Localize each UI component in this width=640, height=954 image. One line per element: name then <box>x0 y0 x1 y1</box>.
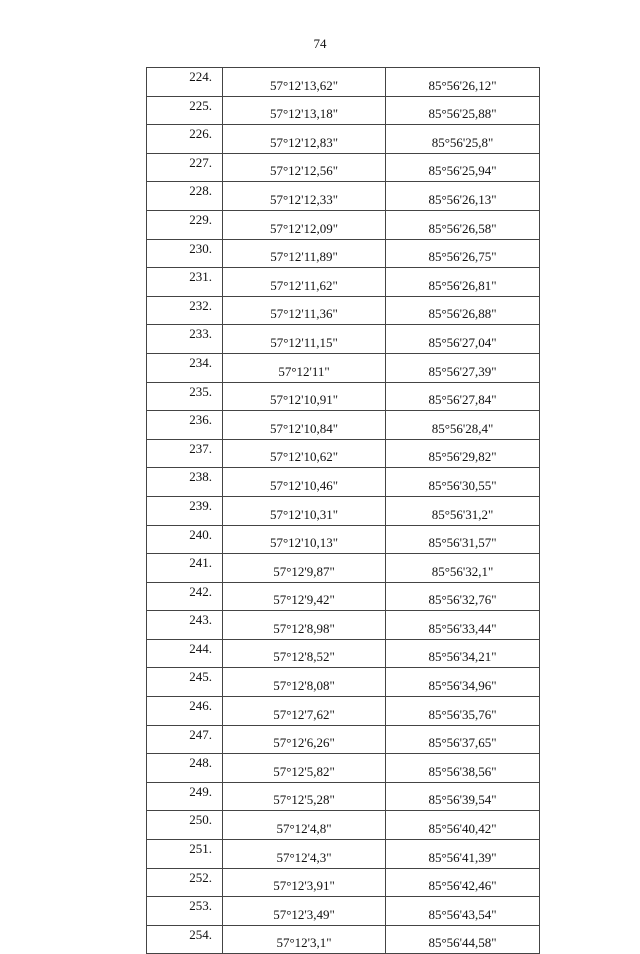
table-row <box>147 210 540 239</box>
point-number-cell: 230. <box>147 239 223 268</box>
latitude-cell: 57°12'10,13" <box>223 525 386 554</box>
point-number-cell: 253. <box>147 897 223 926</box>
table-row <box>147 382 540 411</box>
point-number-cell: 251. <box>147 840 223 869</box>
table-row <box>147 582 540 611</box>
latitude-cell: 57°12'13,18" <box>223 96 386 125</box>
point-number-cell: 231. <box>147 268 223 297</box>
point-number-cell: 226. <box>147 125 223 154</box>
point-number-cell: 247. <box>147 725 223 754</box>
table-row <box>147 697 540 726</box>
longitude-cell: 85°56'26,58" <box>386 210 540 239</box>
longitude-cell: 85°56'38,56" <box>386 754 540 783</box>
latitude-cell: 57°12'8,98" <box>223 611 386 640</box>
point-number-cell: 239. <box>147 496 223 525</box>
latitude-cell: 57°12'10,91" <box>223 382 386 411</box>
table-row <box>147 611 540 640</box>
latitude-cell: 57°12'11" <box>223 353 386 382</box>
point-number-cell: 245. <box>147 668 223 697</box>
latitude-cell: 57°12'10,31" <box>223 496 386 525</box>
longitude-cell: 85°56'33,44" <box>386 611 540 640</box>
table-row <box>147 68 540 97</box>
longitude-cell: 85°56'39,54" <box>386 782 540 811</box>
table-row <box>147 554 540 583</box>
latitude-cell: 57°12'9,42" <box>223 582 386 611</box>
longitude-cell: 85°56'26,12" <box>386 68 540 97</box>
table-row <box>147 268 540 297</box>
point-number-cell: 254. <box>147 925 223 954</box>
latitude-cell: 57°12'8,52" <box>223 639 386 668</box>
latitude-cell: 57°12'10,62" <box>223 439 386 468</box>
point-number-cell: 244. <box>147 639 223 668</box>
latitude-cell: 57°12'12,56" <box>223 153 386 182</box>
longitude-cell: 85°56'26,81" <box>386 268 540 297</box>
table-row <box>147 325 540 354</box>
latitude-cell: 57°12'10,46" <box>223 468 386 497</box>
longitude-cell: 85°56'40,42" <box>386 811 540 840</box>
latitude-cell: 57°12'7,62" <box>223 697 386 726</box>
latitude-cell: 57°12'11,62" <box>223 268 386 297</box>
longitude-cell: 85°56'32,1" <box>386 554 540 583</box>
latitude-cell: 57°12'8,08" <box>223 668 386 697</box>
table-row <box>147 411 540 440</box>
longitude-cell: 85°56'27,39" <box>386 353 540 382</box>
longitude-cell: 85°56'34,21" <box>386 639 540 668</box>
coordinates-table <box>146 67 540 954</box>
longitude-cell: 85°56'34,96" <box>386 668 540 697</box>
table-row <box>147 182 540 211</box>
table-row <box>147 639 540 668</box>
table-row <box>147 96 540 125</box>
latitude-cell: 57°12'12,09" <box>223 210 386 239</box>
longitude-cell: 85°56'35,76" <box>386 697 540 726</box>
table-row <box>147 496 540 525</box>
table-row <box>147 925 540 954</box>
longitude-cell: 85°56'26,88" <box>386 296 540 325</box>
longitude-cell: 85°56'32,76" <box>386 582 540 611</box>
point-number-cell: 238. <box>147 468 223 497</box>
table-row <box>147 125 540 154</box>
point-number-cell: 224. <box>147 68 223 97</box>
latitude-cell: 57°12'10,84" <box>223 411 386 440</box>
table-row <box>147 353 540 382</box>
latitude-cell: 57°12'5,82" <box>223 754 386 783</box>
longitude-cell: 85°56'31,2" <box>386 496 540 525</box>
point-number-cell: 234. <box>147 353 223 382</box>
longitude-cell: 85°56'44,58" <box>386 925 540 954</box>
longitude-cell: 85°56'25,94" <box>386 153 540 182</box>
table-row <box>147 840 540 869</box>
point-number-cell: 246. <box>147 697 223 726</box>
latitude-cell: 57°12'3,1" <box>223 925 386 954</box>
point-number-cell: 248. <box>147 754 223 783</box>
table-row <box>147 296 540 325</box>
latitude-cell: 57°12'13,62" <box>223 68 386 97</box>
longitude-cell: 85°56'29,82" <box>386 439 540 468</box>
longitude-cell: 85°56'43,54" <box>386 897 540 926</box>
longitude-cell: 85°56'25,88" <box>386 96 540 125</box>
table-row <box>147 868 540 897</box>
point-number-cell: 243. <box>147 611 223 640</box>
point-number-cell: 250. <box>147 811 223 840</box>
table-row <box>147 782 540 811</box>
table-row <box>147 468 540 497</box>
latitude-cell: 57°12'11,89" <box>223 239 386 268</box>
longitude-cell: 85°56'30,55" <box>386 468 540 497</box>
table-row <box>147 754 540 783</box>
coordinates-table-body <box>147 68 540 954</box>
longitude-cell: 85°56'41,39" <box>386 840 540 869</box>
table-row <box>147 239 540 268</box>
latitude-cell: 57°12'9,87" <box>223 554 386 583</box>
point-number-cell: 249. <box>147 782 223 811</box>
longitude-cell: 85°56'26,13" <box>386 182 540 211</box>
point-number-cell: 232. <box>147 296 223 325</box>
point-number-cell: 236. <box>147 411 223 440</box>
latitude-cell: 57°12'11,36" <box>223 296 386 325</box>
longitude-cell: 85°56'26,75" <box>386 239 540 268</box>
point-number-cell: 240. <box>147 525 223 554</box>
latitude-cell: 57°12'4,3" <box>223 840 386 869</box>
table-row <box>147 668 540 697</box>
longitude-cell: 85°56'27,84" <box>386 382 540 411</box>
longitude-cell: 85°56'27,04" <box>386 325 540 354</box>
page-number: 74 <box>313 36 327 51</box>
latitude-cell: 57°12'12,83" <box>223 125 386 154</box>
point-number-cell: 252. <box>147 868 223 897</box>
longitude-cell: 85°56'25,8" <box>386 125 540 154</box>
point-number-cell: 233. <box>147 325 223 354</box>
longitude-cell: 85°56'28,4" <box>386 411 540 440</box>
table-row <box>147 439 540 468</box>
longitude-cell: 85°56'37,65" <box>386 725 540 754</box>
latitude-cell: 57°12'3,91" <box>223 868 386 897</box>
point-number-cell: 241. <box>147 554 223 583</box>
point-number-cell: 242. <box>147 582 223 611</box>
latitude-cell: 57°12'6,26" <box>223 725 386 754</box>
point-number-cell: 229. <box>147 210 223 239</box>
table-row <box>147 897 540 926</box>
point-number-cell: 228. <box>147 182 223 211</box>
latitude-cell: 57°12'11,15" <box>223 325 386 354</box>
table-row <box>147 725 540 754</box>
point-number-cell: 235. <box>147 382 223 411</box>
table-row <box>147 811 540 840</box>
latitude-cell: 57°12'5,28" <box>223 782 386 811</box>
latitude-cell: 57°12'4,8" <box>223 811 386 840</box>
latitude-cell: 57°12'3,49" <box>223 897 386 926</box>
point-number-cell: 225. <box>147 96 223 125</box>
point-number-cell: 237. <box>147 439 223 468</box>
longitude-cell: 85°56'42,46" <box>386 868 540 897</box>
latitude-cell: 57°12'12,33" <box>223 182 386 211</box>
table-row <box>147 153 540 182</box>
longitude-cell: 85°56'31,57" <box>386 525 540 554</box>
table-row <box>147 525 540 554</box>
point-number-cell: 227. <box>147 153 223 182</box>
